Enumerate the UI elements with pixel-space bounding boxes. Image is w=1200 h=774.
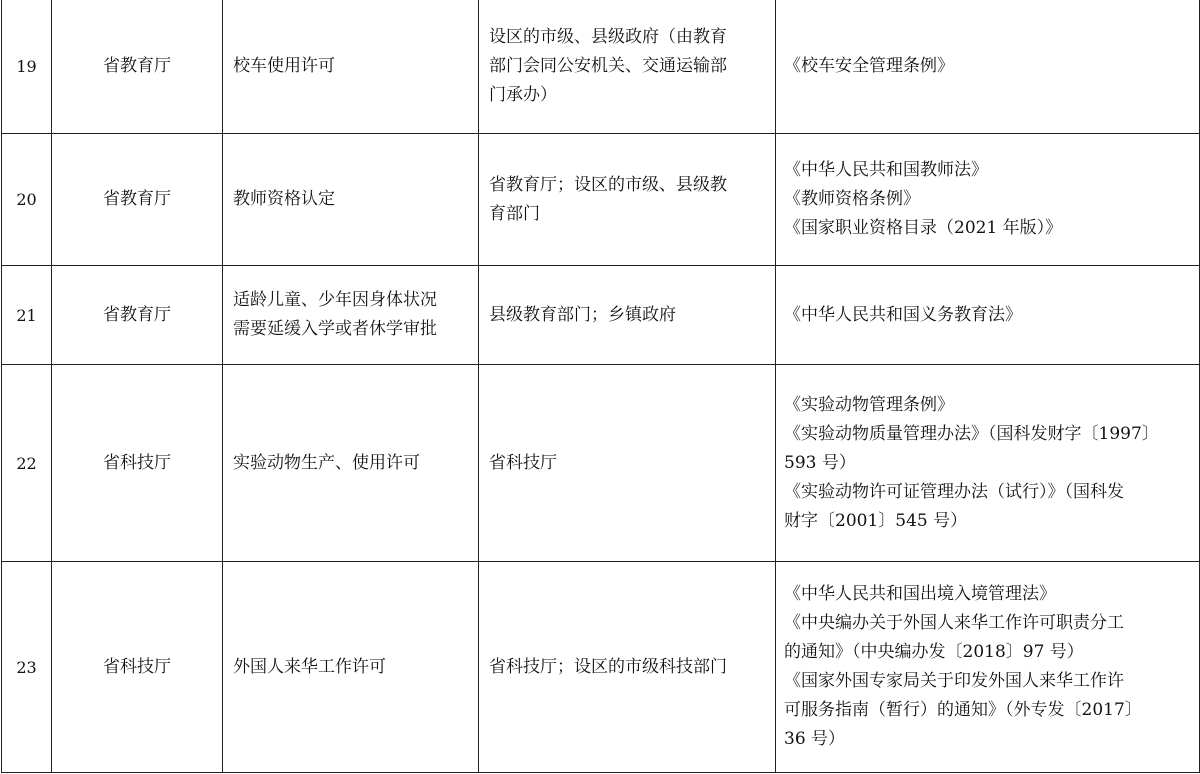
legal-basis bbox=[776, 562, 1200, 773]
impl-line: 县级教育部门；乡镇政府 bbox=[489, 304, 676, 325]
item-line: 教师资格认定 bbox=[233, 189, 335, 209]
department: 省教育厅 bbox=[52, 0, 223, 134]
basis-line: 《实验动物管理条例》 bbox=[784, 394, 954, 415]
basis-line: 的通知》（中央编办发〔2018〕97 号） bbox=[784, 642, 1084, 662]
basis-line: 《教师资格条例》 bbox=[784, 189, 920, 209]
impl-line: 省科技厅 bbox=[489, 452, 557, 473]
basis-line: 《中华人民共和国出境入境管理法》 bbox=[784, 584, 1056, 604]
table-body bbox=[2, 0, 1200, 773]
department: 省教育厅 bbox=[52, 266, 223, 365]
impl-line: 门承办） bbox=[489, 84, 557, 105]
implementing-agency bbox=[479, 0, 776, 134]
basis-line: 可服务指南（暂行）的通知》（外专发〔2017〕 bbox=[784, 700, 1142, 720]
implementing-agency bbox=[479, 562, 776, 773]
basis-line: 《国家外国专家局关于印发外国人来华工作许 bbox=[784, 671, 1124, 691]
row-number: 23 bbox=[2, 562, 52, 773]
impl-line: 育部门 bbox=[489, 203, 540, 224]
item-name bbox=[223, 134, 479, 266]
item-name bbox=[223, 562, 479, 773]
legal-basis bbox=[776, 0, 1200, 134]
impl-line: 设区的市级、县级政府（由教育 bbox=[489, 26, 727, 47]
item-line: 校车使用许可 bbox=[233, 55, 335, 76]
basis-line: 593 号） bbox=[784, 452, 856, 473]
row-number: 22 bbox=[2, 365, 52, 562]
table-row bbox=[2, 365, 1200, 562]
impl-line: 省科技厅；设区的市级科技部门 bbox=[489, 656, 727, 677]
basis-line: 《实验动物许可证管理办法（试行）》（国科发 bbox=[784, 481, 1124, 502]
basis-line: 《中华人民共和国义务教育法》 bbox=[784, 304, 1022, 325]
legal-basis bbox=[776, 365, 1200, 562]
department: 省教育厅 bbox=[52, 134, 223, 266]
item-name bbox=[223, 0, 479, 134]
implementing-agency bbox=[479, 134, 776, 266]
basis-line: 《中华人民共和国教师法》 bbox=[784, 160, 988, 180]
implementing-agency bbox=[479, 266, 776, 365]
item-name bbox=[223, 365, 479, 562]
row-number: 20 bbox=[2, 134, 52, 266]
item-line: 实验动物生产、使用许可 bbox=[233, 452, 420, 473]
basis-line: 《中央编办关于外国人来华工作许可职责分工 bbox=[784, 613, 1124, 633]
legal-basis bbox=[776, 266, 1200, 365]
basis-line: 《实验动物质量管理办法》（国科发财字〔1997〕 bbox=[784, 423, 1159, 444]
row-number: 19 bbox=[2, 0, 52, 134]
table-row bbox=[2, 266, 1200, 365]
impl-line: 部门会同公安机关、交通运输部 bbox=[489, 55, 727, 76]
basis-line: 36 号） bbox=[784, 729, 846, 749]
item-line: 适龄儿童、少年因身体状况 bbox=[233, 290, 437, 310]
item-line: 外国人来华工作许可 bbox=[233, 656, 386, 677]
basis-line: 财字〔2001〕545 号） bbox=[784, 510, 968, 531]
legal-basis bbox=[776, 134, 1200, 266]
table-row bbox=[2, 0, 1200, 134]
implementing-agency bbox=[479, 365, 776, 562]
basis-line: 《国家职业资格目录（2021 年版）》 bbox=[784, 218, 1063, 238]
item-line: 需要延缓入学或者休学审批 bbox=[233, 319, 437, 339]
row-number: 21 bbox=[2, 266, 52, 365]
item-name bbox=[223, 266, 479, 365]
table-row bbox=[2, 562, 1200, 773]
department: 省科技厅 bbox=[52, 562, 223, 773]
permit-table bbox=[1, 0, 1200, 773]
impl-line: 省教育厅；设区的市级、县级教 bbox=[489, 174, 727, 195]
department: 省科技厅 bbox=[52, 365, 223, 562]
basis-line: 《校车安全管理条例》 bbox=[784, 55, 954, 76]
table-row bbox=[2, 134, 1200, 266]
